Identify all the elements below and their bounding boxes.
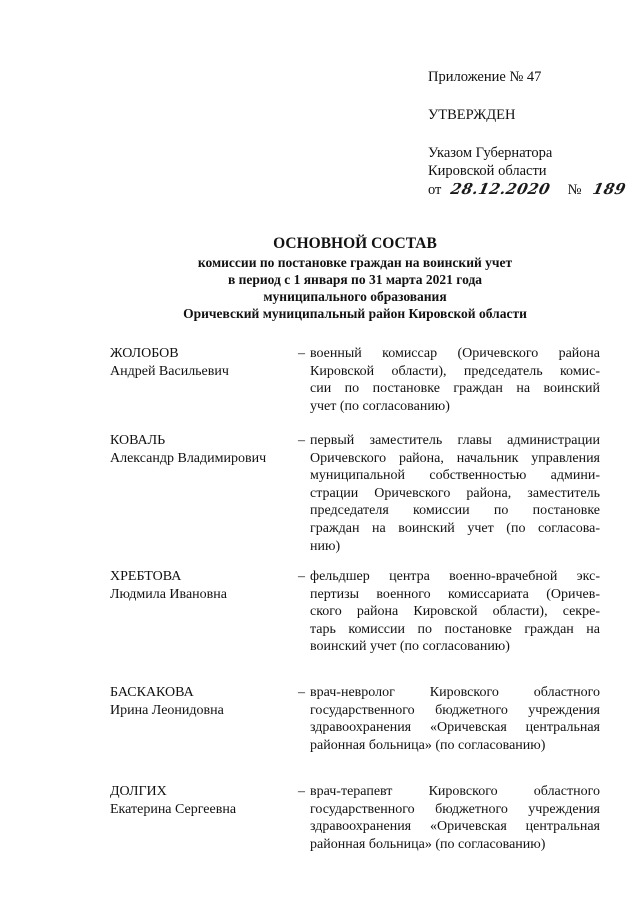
member-name: [110, 568, 290, 603]
desc-line: районная больница» (по согласованию): [310, 836, 546, 852]
desc-line: государственного бюджетного учреждения: [310, 801, 600, 817]
member-given-name: Людмила Ивановна: [110, 586, 227, 602]
document-title: [120, 234, 590, 322]
desc-line: нию): [310, 538, 341, 554]
desc-line: военный комиссар (Оричевского района: [310, 346, 600, 361]
decree-date-line: [428, 180, 628, 199]
title-line: муниципального образования: [263, 289, 447, 304]
member-given-name: Александр Владимирович: [110, 450, 267, 466]
desc-line: фельдшер центра военно-врачебной экс-: [310, 569, 600, 584]
desc-line: врач-невролог Кировского областного: [310, 685, 600, 700]
member-surname: ЖОЛОБОВ: [110, 346, 179, 361]
dash-separator: –: [298, 433, 305, 448]
member-name: [110, 345, 290, 380]
member-surname: КОВАЛЬ: [110, 433, 166, 448]
desc-line: председателя комиссии по постановке: [310, 503, 600, 519]
decree-line-2: Кировской области: [428, 163, 547, 179]
desc-line: здравоохранения «Оричевская центральная: [310, 819, 600, 835]
desc-line: воинский учет (по согласованию): [310, 639, 510, 655]
approval-block: [428, 68, 628, 199]
dash-separator: –: [298, 784, 305, 799]
desc-line: государственного бюджетного учреждения: [310, 702, 600, 718]
dash-separator: –: [298, 569, 305, 584]
handwritten-number: 189: [591, 180, 628, 198]
member-description: [310, 568, 600, 656]
desc-line: граждан на воинский учет (по согласова-: [310, 520, 600, 536]
title-line: Оричевский муниципальный район Кировской области: [183, 306, 527, 321]
desc-line: Кировской области), председатель комис-: [310, 363, 600, 379]
desc-line: Оричевского района, начальник управления: [310, 450, 600, 466]
desc-line: муниципальной собственностью админи-: [310, 468, 600, 484]
member-name: [110, 783, 290, 818]
dash-separator: –: [298, 346, 305, 361]
member-given-name: Андрей Васильевич: [110, 363, 229, 379]
member-name: [110, 432, 290, 467]
desc-line: здравоохранения «Оричевская центральная: [310, 720, 600, 736]
desc-line: сии по постановке граждан на воинский: [310, 381, 600, 397]
member-description: [310, 783, 600, 853]
member-description: [310, 345, 600, 415]
desc-line: врач-терапевт Кировского областного: [310, 784, 600, 799]
member-description: [310, 684, 600, 754]
desc-line: учет (по согласованию): [310, 398, 450, 414]
appendix-number: Приложение № 47: [428, 69, 542, 85]
desc-line: первый заместитель главы администрации: [310, 433, 600, 448]
desc-line: тарь комиссии по постановке граждан на: [310, 621, 600, 637]
member-name: [110, 684, 290, 719]
member-surname: ХРЕБТОВА: [110, 569, 182, 584]
desc-line: пертизы военного комиссариата (Оричев-: [310, 586, 600, 602]
number-label: №: [567, 182, 582, 198]
title-line: в период с 1 января по 31 марта 2021 года: [227, 272, 483, 287]
desc-line: ского района Кировской области), секре-: [310, 604, 600, 620]
desc-line: районная больница» (по согласованию): [310, 737, 546, 753]
handwritten-date: 28.12.2020: [449, 180, 552, 198]
member-given-name: Екатерина Сергеевна: [110, 801, 237, 817]
title-main: ОСНОВНОЙ СОСТАВ: [273, 235, 437, 252]
member-surname: БАСКАКОВА: [110, 685, 194, 700]
member-given-name: Ирина Леонидовна: [110, 702, 224, 718]
dash-separator: –: [298, 685, 305, 700]
member-description: [310, 432, 600, 555]
approved-stamp-text: УТВЕРЖДЕН: [428, 107, 516, 123]
desc-line: страции Оричевского района, заместитель: [310, 485, 600, 501]
from-label: от: [428, 182, 442, 198]
member-surname: ДОЛГИХ: [110, 784, 167, 799]
title-line: комиссии по постановке граждан на воинский учет: [197, 255, 513, 270]
decree-line-1: Указом Губернатора: [428, 145, 553, 161]
